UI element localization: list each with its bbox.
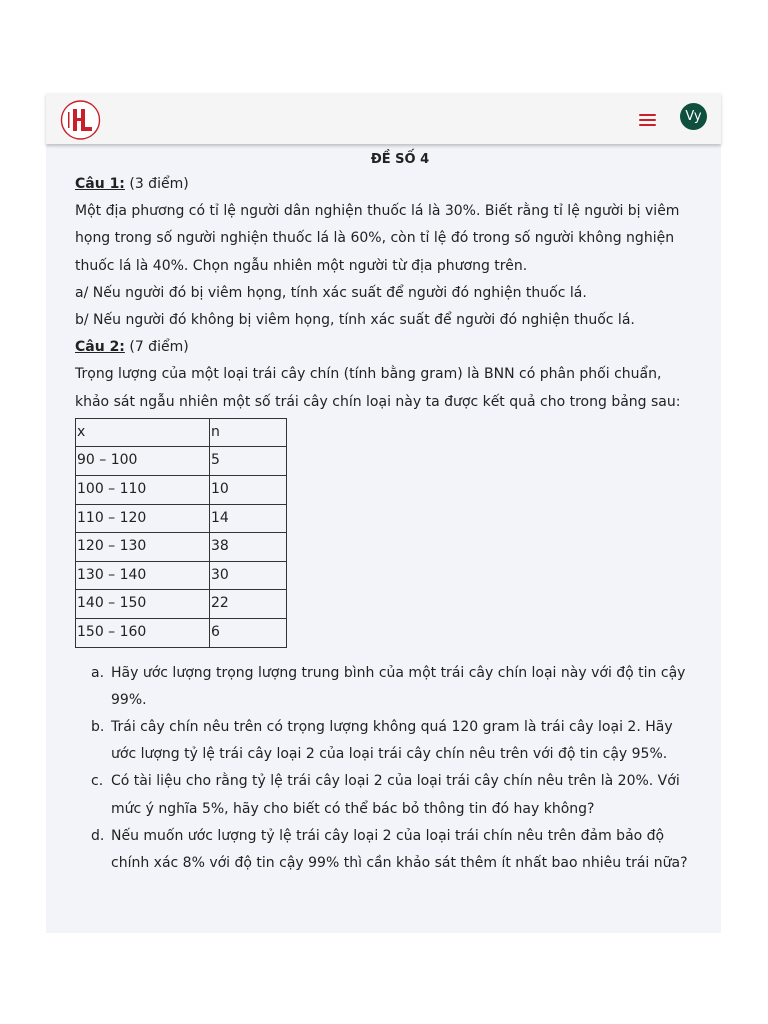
question-2-label: Câu 2: <box>75 339 125 356</box>
list-item <box>91 823 695 877</box>
list-item-text: Trái cây chín nêu trên có trọng lượng không quá 120 gram là trái cây loại 2. Hãy ước lượng tỷ lệ trái cây loại 2 của loại trái cây chín nêu trên với độ tin cậy 95%. <box>111 718 673 763</box>
table-cell: 30 <box>210 561 287 590</box>
list-marker: b. <box>91 718 105 735</box>
question-2-heading <box>75 334 695 361</box>
table-cell: 10 <box>210 476 287 505</box>
list-marker: a. <box>91 664 105 681</box>
table-header-cell: n <box>210 418 287 447</box>
frequency-table <box>75 418 287 648</box>
question-1-heading <box>75 171 695 198</box>
site-logo[interactable] <box>59 100 102 140</box>
list-item <box>91 768 695 822</box>
table-cell: 110 – 120 <box>76 504 210 533</box>
hamburger-menu-icon[interactable] <box>639 114 656 126</box>
document-viewer <box>46 93 721 933</box>
table-row <box>76 618 287 647</box>
table-cell: 38 <box>210 533 287 562</box>
question-2-subquestions <box>91 660 695 878</box>
list-marker: d. <box>91 827 105 844</box>
table-row <box>76 447 287 476</box>
table-cell: 140 – 150 <box>76 590 210 619</box>
question-1-part-b: b/ Nếu người đó không bị viêm họng, tính xác suất để người đó nghiện thuốc lá. <box>75 312 635 329</box>
table-cell: 5 <box>210 447 287 476</box>
document-page <box>75 149 695 877</box>
table-row <box>76 533 287 562</box>
question-2-text: Trọng lượng của một loại trái cây chín (tính bằng gram) là BNN có phân phối chuẩn, khảo sát ngẫu nhiên một số trái cây chín loại này ta được kết quả cho trong bảng sau: <box>75 366 681 410</box>
table-cell: 150 – 160 <box>76 618 210 647</box>
table-cell: 14 <box>210 504 287 533</box>
list-item <box>91 714 695 768</box>
list-item-text: Hãy ước lượng trọng lượng trung bình của một trái cây chín loại này với độ tin cậy 99%. <box>111 664 686 708</box>
table-cell: 130 – 140 <box>76 561 210 590</box>
table-header-row <box>76 418 287 447</box>
question-1-text: Một địa phương có tỉ lệ người dân nghiện thuốc lá là 30%. Biết rằng tỉ lệ người bị viêm họng trong số người nghiện thuốc lá là 60%, còn tỉ lệ đó trong số người không nghiện thuốc lá là 40%. Chọn ngẫu nhiên một người từ địa phương trên. <box>75 203 680 274</box>
table-cell: 120 – 130 <box>76 533 210 562</box>
list-marker: c. <box>91 773 104 790</box>
question-2-points: (7 điểm) <box>124 339 189 356</box>
list-item <box>91 660 695 714</box>
table-header-cell: x <box>76 418 210 447</box>
user-avatar[interactable]: Vy <box>680 103 707 130</box>
list-item-text: Có tài liệu cho rằng tỷ lệ trái cây loại 2 của loại trái cây chín nêu trên là 20%. Với mức ý nghĩa 5%, hãy cho biết có thể bác bỏ thông tin đó hay không? <box>111 773 680 817</box>
table-cell: 22 <box>210 590 287 619</box>
table-row <box>76 476 287 505</box>
table-row <box>76 590 287 619</box>
question-1-label: Câu 1: <box>75 176 125 192</box>
table-row <box>76 561 287 590</box>
question-1-points: (3 điểm) <box>124 176 189 192</box>
question-1-part-a: a/ Nếu người đó bị viêm họng, tính xác suất để người đó nghiện thuốc lá. <box>75 284 587 301</box>
top-bar <box>46 93 721 144</box>
table-row <box>76 504 287 533</box>
table-cell: 90 – 100 <box>76 447 210 476</box>
list-item-text: Nếu muốn ước lượng tỷ lệ trái cây loại 2 của loại trái chín nêu trên đảm bảo độ chính xác 8% với độ tin cậy 99% thì cần khảo sát thêm ít nhất bao nhiêu trái nữa? <box>111 827 688 871</box>
document-title: ĐỀ SỐ 4 <box>370 152 430 167</box>
table-cell: 100 – 110 <box>76 476 210 505</box>
table-cell: 6 <box>210 618 287 647</box>
